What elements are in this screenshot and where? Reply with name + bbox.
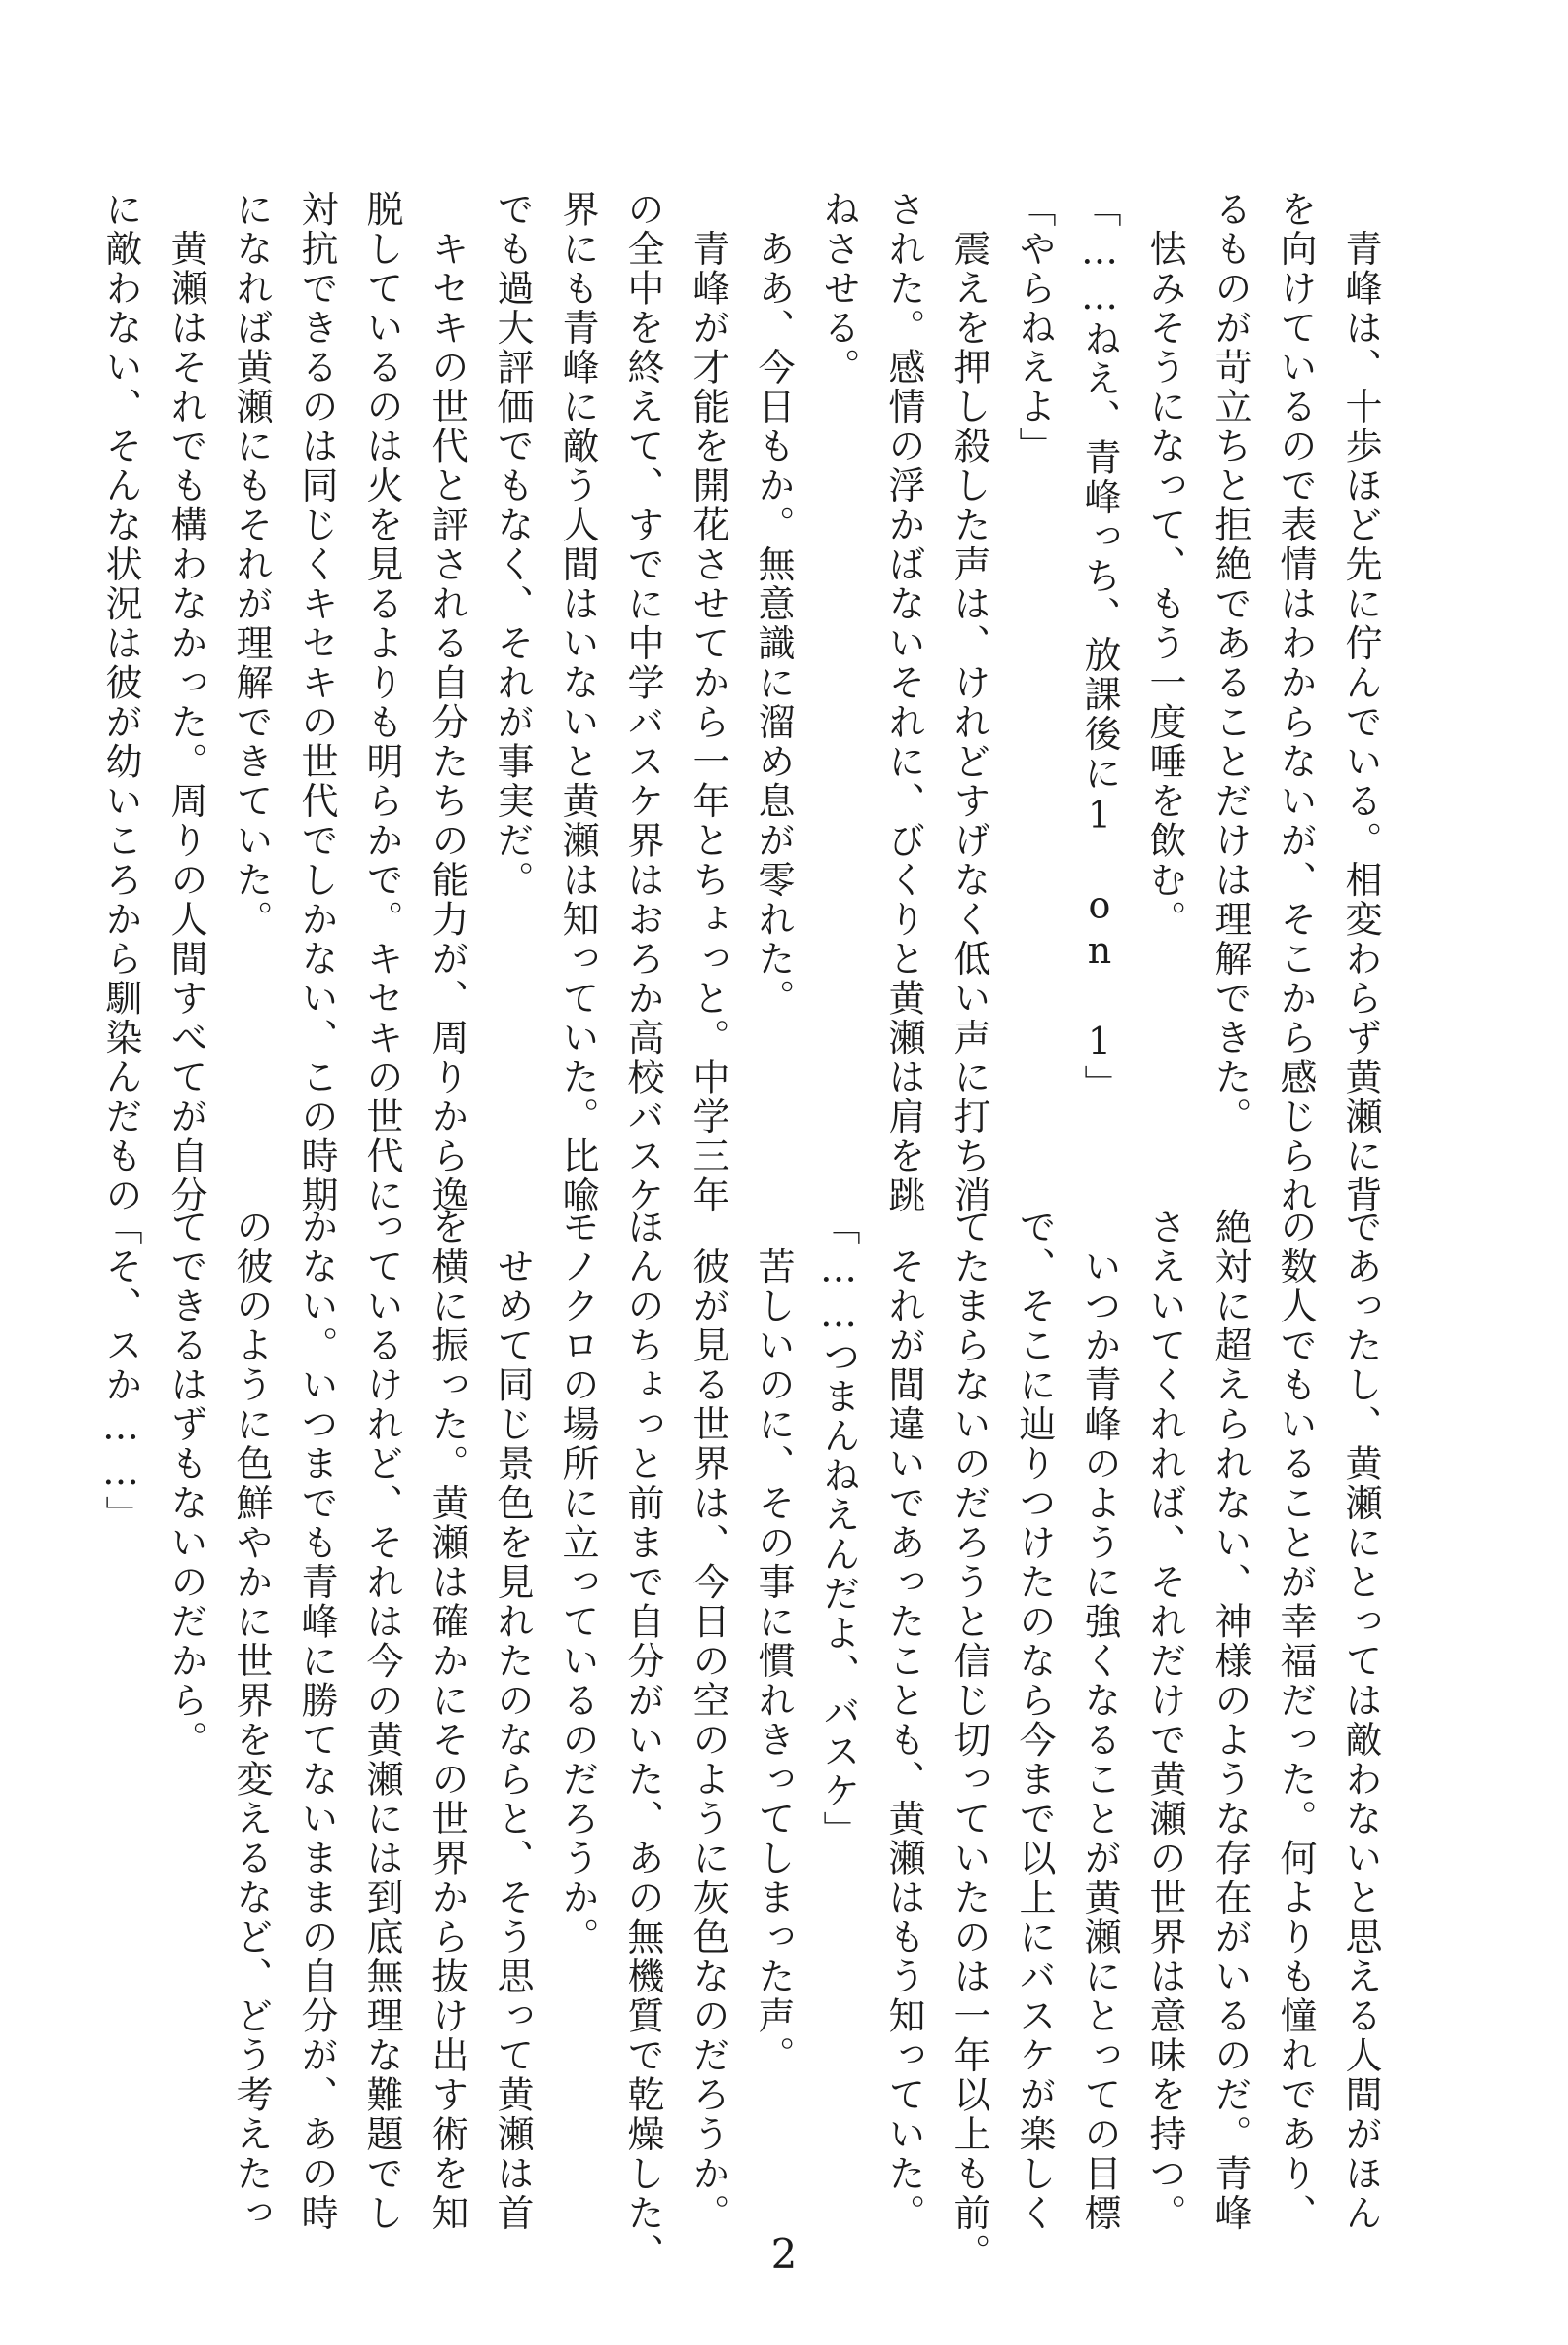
- text-line: でも過大評価でもなく、それが事実だ。: [491, 190, 534, 900]
- text-line: 脱しているのは火を見るよりも明らかで。キセキの世代に: [360, 190, 403, 1215]
- text-line: の数人でもいることが幸福だった。何よりも憧れであり、: [1274, 1208, 1317, 2233]
- text-line: 界にも青峰に敵う人間はいないと黄瀬は知っていた。比喩: [556, 190, 599, 1215]
- text-line: 震えを押し殺した声は、けれどすげなく低い声に打ち消: [948, 190, 990, 1215]
- text-line: を横に振った。黄瀬は確かにその世界から抜け出す術を知: [426, 1208, 468, 2233]
- text-line: 「……ねえ、青峰っち、放課後に1 on 1」: [1078, 190, 1121, 1104]
- text-line: 絶対に超えられない、神様のような存在がいるのだ。青峰: [1209, 1208, 1251, 2233]
- text-line: せめて同じ景色を見れたのならと、そう思って黄瀬は首: [491, 1208, 534, 2233]
- text-line: 「そ、スか……」: [99, 1208, 142, 1535]
- text-line: 対抗できるのは同じくキセキの世代でしかない、この時期: [295, 190, 338, 1215]
- top-text-block: [99, 190, 1393, 1215]
- text-line: に敵わない、そんな状況は彼が幼いころから馴染んだもの: [99, 190, 142, 1215]
- text-line: の彼のように色鮮やかに世界を変えるなど、どう考えたっ: [230, 1208, 273, 2233]
- text-line: てできるはずもないのだから。: [165, 1208, 207, 1760]
- text-line: で、そこに辿りつけたのなら今まで以上にバスケが楽しく: [1013, 1208, 1056, 2233]
- text-line: るものが苛立ちと拒絶であることだけは理解できた。: [1209, 190, 1251, 1136]
- page-number: 2: [770, 2230, 798, 2278]
- text-line: さえいてくれれば、それだけで黄瀬の世界は意味を持つ。: [1143, 1208, 1186, 2233]
- text-line: 「……つまんねえんだよ、バスケ」: [817, 1208, 860, 1850]
- text-line: 「やらねえよ」: [1013, 190, 1056, 466]
- text-line: 青峰が才能を開花させてから一年とちょっと。中学三年: [687, 190, 729, 1215]
- text-line: それが間違いであったことも、黄瀬はもう知っていた。: [882, 1208, 925, 2233]
- text-line: 青峰は、十歩ほど先に佇んでいる。相変わらず黄瀬に背: [1339, 190, 1382, 1215]
- bottom-text-block: [99, 1208, 1393, 2273]
- text-line: いつか青峰のように強くなることが黄瀬にとっての目標: [1078, 1208, 1121, 2233]
- text-line: になれば黄瀬にもそれが理解できていた。: [230, 190, 273, 940]
- text-line: ほんのちょっと前まで自分がいた、あの無機質で乾燥した、: [621, 1208, 664, 2273]
- text-line: てたまらないのだろうと信じ切っていたのは一年以上も前。: [948, 1208, 990, 2273]
- text-line: ねさせる。: [817, 190, 860, 388]
- text-line: っているけれど、それは今の黄瀬には到底無理な難題でし: [360, 1208, 403, 2233]
- text-line: 黄瀬はそれでも構わなかった。周りの人間すべてが自分: [165, 190, 207, 1215]
- text-line: 怯みそうになって、もう一度唾を飲む。: [1143, 190, 1186, 940]
- text-line: かない。いつまでも青峰に勝てないままの自分が、あの時: [295, 1208, 338, 2233]
- text-line: 彼が見る世界は、今日の空のように灰色なのだろうか。: [687, 1208, 729, 2233]
- text-line: の全中を終えて、すでに中学バスケ界はおろか高校バスケ: [621, 190, 664, 1215]
- text-line: であったし、黄瀬にとっては敵わないと思える人間がほん: [1339, 1208, 1382, 2233]
- text-line: を向けているので表情はわからないが、そこから感じられ: [1274, 190, 1317, 1215]
- text-line: キセキの世代と評される自分たちの能力が、周りから逸: [426, 190, 468, 1215]
- text-line: ああ、今日もか。無意識に溜め息が零れた。: [752, 190, 795, 1019]
- text-line: モノクロの場所に立っているのだろうか。: [556, 1208, 599, 1957]
- text-line: 苦しいのに、その事に慣れきってしまった声。: [752, 1208, 795, 2075]
- text-line: された。感情の浮かばないそれに、びくりと黄瀬は肩を跳: [882, 190, 925, 1215]
